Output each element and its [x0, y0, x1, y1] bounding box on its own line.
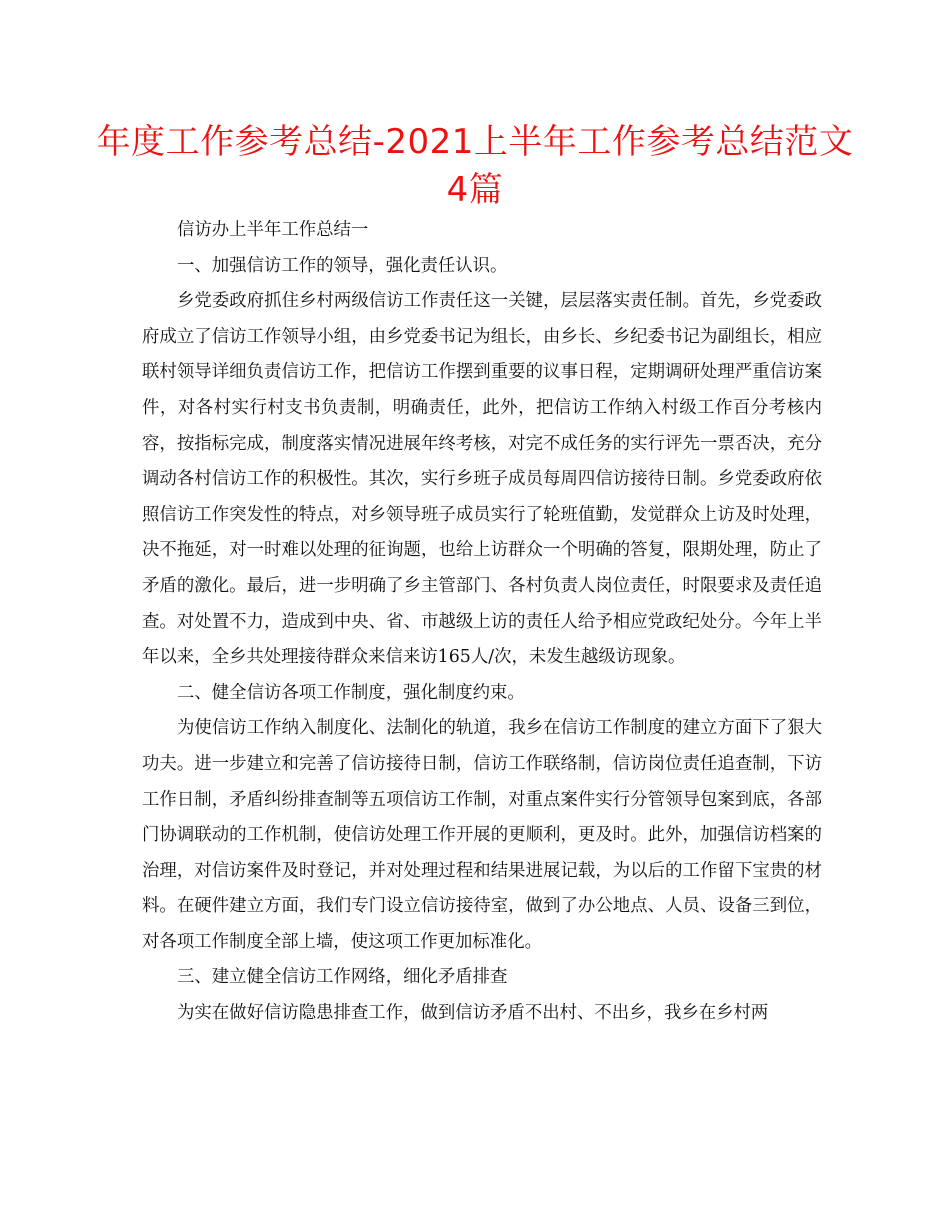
paragraph-body-3: 为实在做好信访隐患排查工作，做到信访矛盾不出村、不出乡，我乡在乡村两: [177, 1003, 769, 1024]
paragraph-body-2: 为使信访工作纳入制度化、法制化的轨道，我乡在信访工作制度的建立方面下了狠大功夫。进一步建立和完善了信访接待日制，信访工作联络制，信访岗位责任追查制，下访工作日制，矛盾纠纷排查制等五项信访工作制，对重点案件实行分管领导包案到底，各部门协调联动的工作机制，使信访处理工作开展的更顺利，更及时。此外，加强信访档案的治理，对信访案件及时登记，并对处理过程和结果进展记载，为以后的工作留下宝贵的材料。在硬件建立方面，我们专门设立信访接待室，做到了办公地点、人员、设备三到位，对各项工作制度全部上墙，使这项工作更加标准化。: [142, 718, 822, 952]
paragraph-heading-1: 一、加强信访工作的领导，强化责任认识。: [177, 255, 508, 276]
paragraph-heading-2: 二、健全信访各项工作制度，强化制度约束。: [177, 682, 525, 703]
document-title: 年度工作参考总结-2021上半年工作参考总结范文4篇: [96, 122, 854, 210]
paragraph-body-1: 乡党委政府抓住乡村两级信访工作责任这一关键，层层落实责任制。首先，乡党委政府成立了信访工作领导小组，由乡党委书记为组长，由乡长、乡纪委书记为副组长，相应联村领导详细负责信访工作，把信访工作摆到重要的议事日程，定期调研处理严重信访案件，对各村实行村支书负责制，明确责任，此外，把信访工作纳入村级工作百分考核内容，按指标完成，制度落实情况进展年终考核，对完不成任务的实行评先一票否决，充分调动各村信访工作的积极性。其次，实行乡班子成员每周四信访接待日制。乡党委政府依照信访工作突发性的特点，对乡领导班子成员实行了轮班值勤，发觉群众上访及时处理，决不拖延，对一时难以处理的征询题，也给上访群众一个明确的答复，限期处理，防止了矛盾的激化。最后，进一步明确了乡主管部门、各村负责人岗位责任，时限要求及责任追查。对处置不力，造成到中央、省、市越级上访的责任人给予相应党政纪处分。今年上半年以来，全乡共处理接待群众来信来访165人/次，未发生越级访现象。: [142, 291, 822, 668]
paragraph-section-heading: 信访办上半年工作总结一: [177, 220, 369, 240]
document-body: [142, 213, 822, 1032]
paragraph-heading-3: 三、建立健全信访工作网络，细化矛盾排查: [177, 967, 508, 988]
